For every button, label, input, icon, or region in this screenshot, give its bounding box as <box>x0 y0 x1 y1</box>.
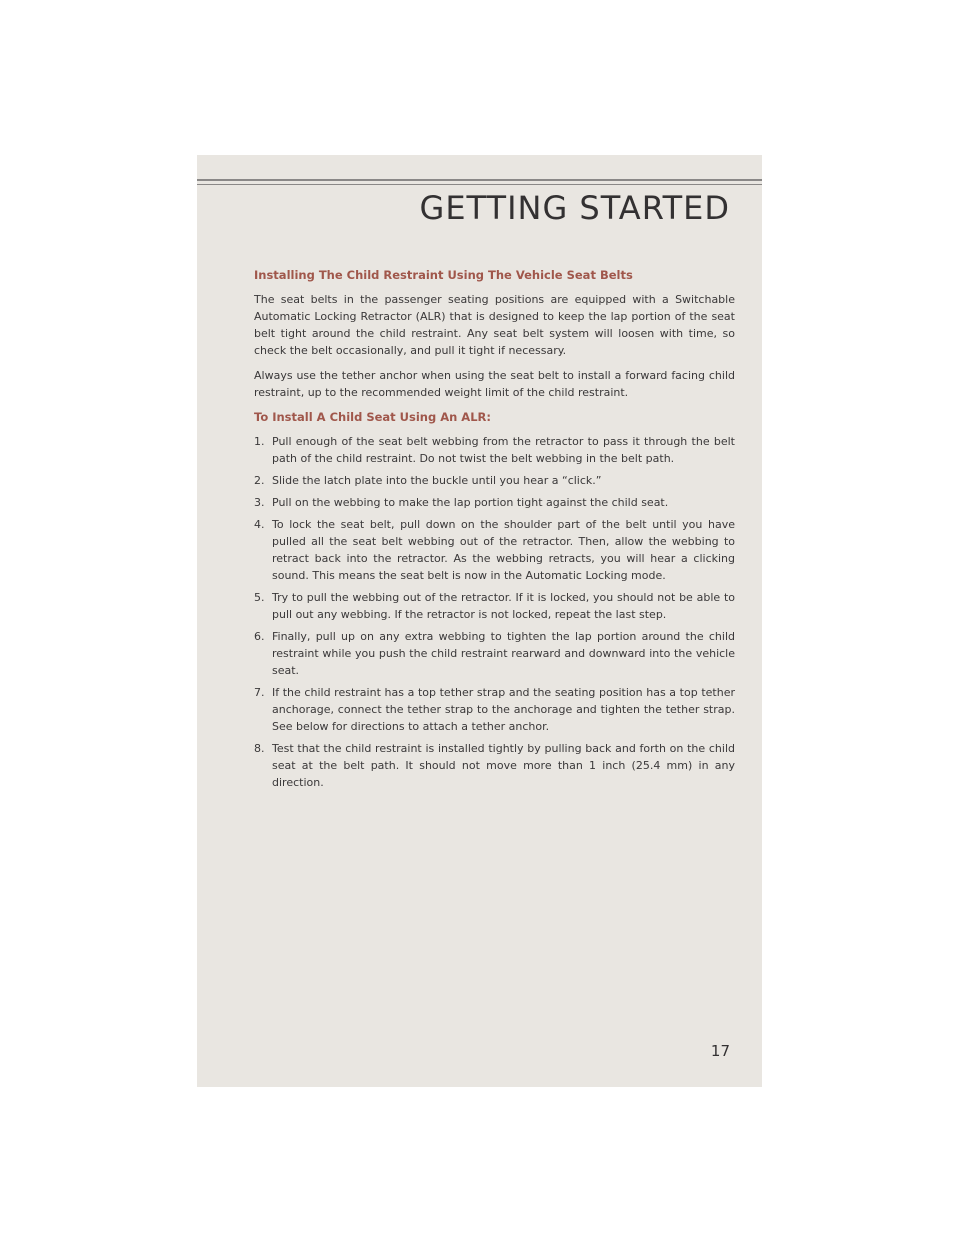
step-text: Finally, pull up on any extra webbing to tighten the lap portion around the child restraint while you push the child restraint rearward and downward into the vehicle seat. <box>272 630 735 677</box>
step-number: 5. <box>254 591 265 604</box>
step-number: 2. <box>254 474 265 487</box>
step-number: 3. <box>254 496 265 509</box>
page-number: 17 <box>710 1042 730 1060</box>
paragraph-alr-description: The seat belts in the passenger seating positions are equipped with a Switchable Automatic Locking Retractor (ALR) that is designed to keep the lap portion of the seat belt tight around the child restraint. Any seat belt system will loosen with time, so check the belt occasionally, and pull it tight if necessary. <box>254 293 735 357</box>
page-content <box>254 267 735 796</box>
step-text: To lock the seat belt, pull down on the shoulder part of the belt until you have pulled all the seat belt webbing out of the retractor. Then, allow the webbing to retract back into the retractor. As the webbing retracts, you will hear a clicking sound. This means the seat belt is now in the Automatic Locking mode. <box>272 518 735 582</box>
step-item <box>254 472 735 489</box>
header-rule-thin <box>197 184 762 185</box>
step-item <box>254 628 735 679</box>
step-number: 4. <box>254 518 265 531</box>
step-item <box>254 433 735 467</box>
step-text: Pull on the webbing to make the lap portion tight against the child seat. <box>272 496 669 509</box>
step-text: Slide the latch plate into the buckle until you hear a “click.” <box>272 474 602 487</box>
step-text: Try to pull the webbing out of the retractor. If it is locked, you should not be able to pull out any webbing. If the retractor is not locked, repeat the last step. <box>272 591 735 621</box>
heading-install-using-alr: To Install A Child Seat Using An ALR: <box>254 410 491 424</box>
paragraph-tether-anchor-note: Always use the tether anchor when using the seat belt to install a forward facing child restraint, up to the recommended weight limit of the child restraint. <box>254 369 735 399</box>
step-number: 6. <box>254 630 265 643</box>
step-text: Test that the child restraint is installed tightly by pulling back and forth on the child seat at the belt path. It should not move more than 1 inch (25.4 mm) in any direction. <box>272 742 735 789</box>
step-number: 1. <box>254 435 265 448</box>
step-number: 8. <box>254 742 265 755</box>
step-item <box>254 684 735 735</box>
section-title: GETTING STARTED <box>419 189 730 227</box>
step-item <box>254 494 735 511</box>
step-number: 7. <box>254 686 265 699</box>
header-rule-thick <box>197 179 762 181</box>
manual-page <box>197 155 762 1087</box>
step-item <box>254 516 735 584</box>
heading-installing-child-restraint: Installing The Child Restraint Using The Vehicle Seat Belts <box>254 268 633 282</box>
step-text: If the child restraint has a top tether strap and the seating position has a top tether anchorage, connect the tether strap to the anchorage and tighten the tether strap. See below for directions to attach a tether anchor. <box>272 686 735 733</box>
installation-steps-list <box>254 433 735 791</box>
step-item <box>254 740 735 791</box>
step-item <box>254 589 735 623</box>
step-text: Pull enough of the seat belt webbing from the retractor to pass it through the belt path of the child restraint. Do not twist the belt webbing in the belt path. <box>272 435 735 465</box>
